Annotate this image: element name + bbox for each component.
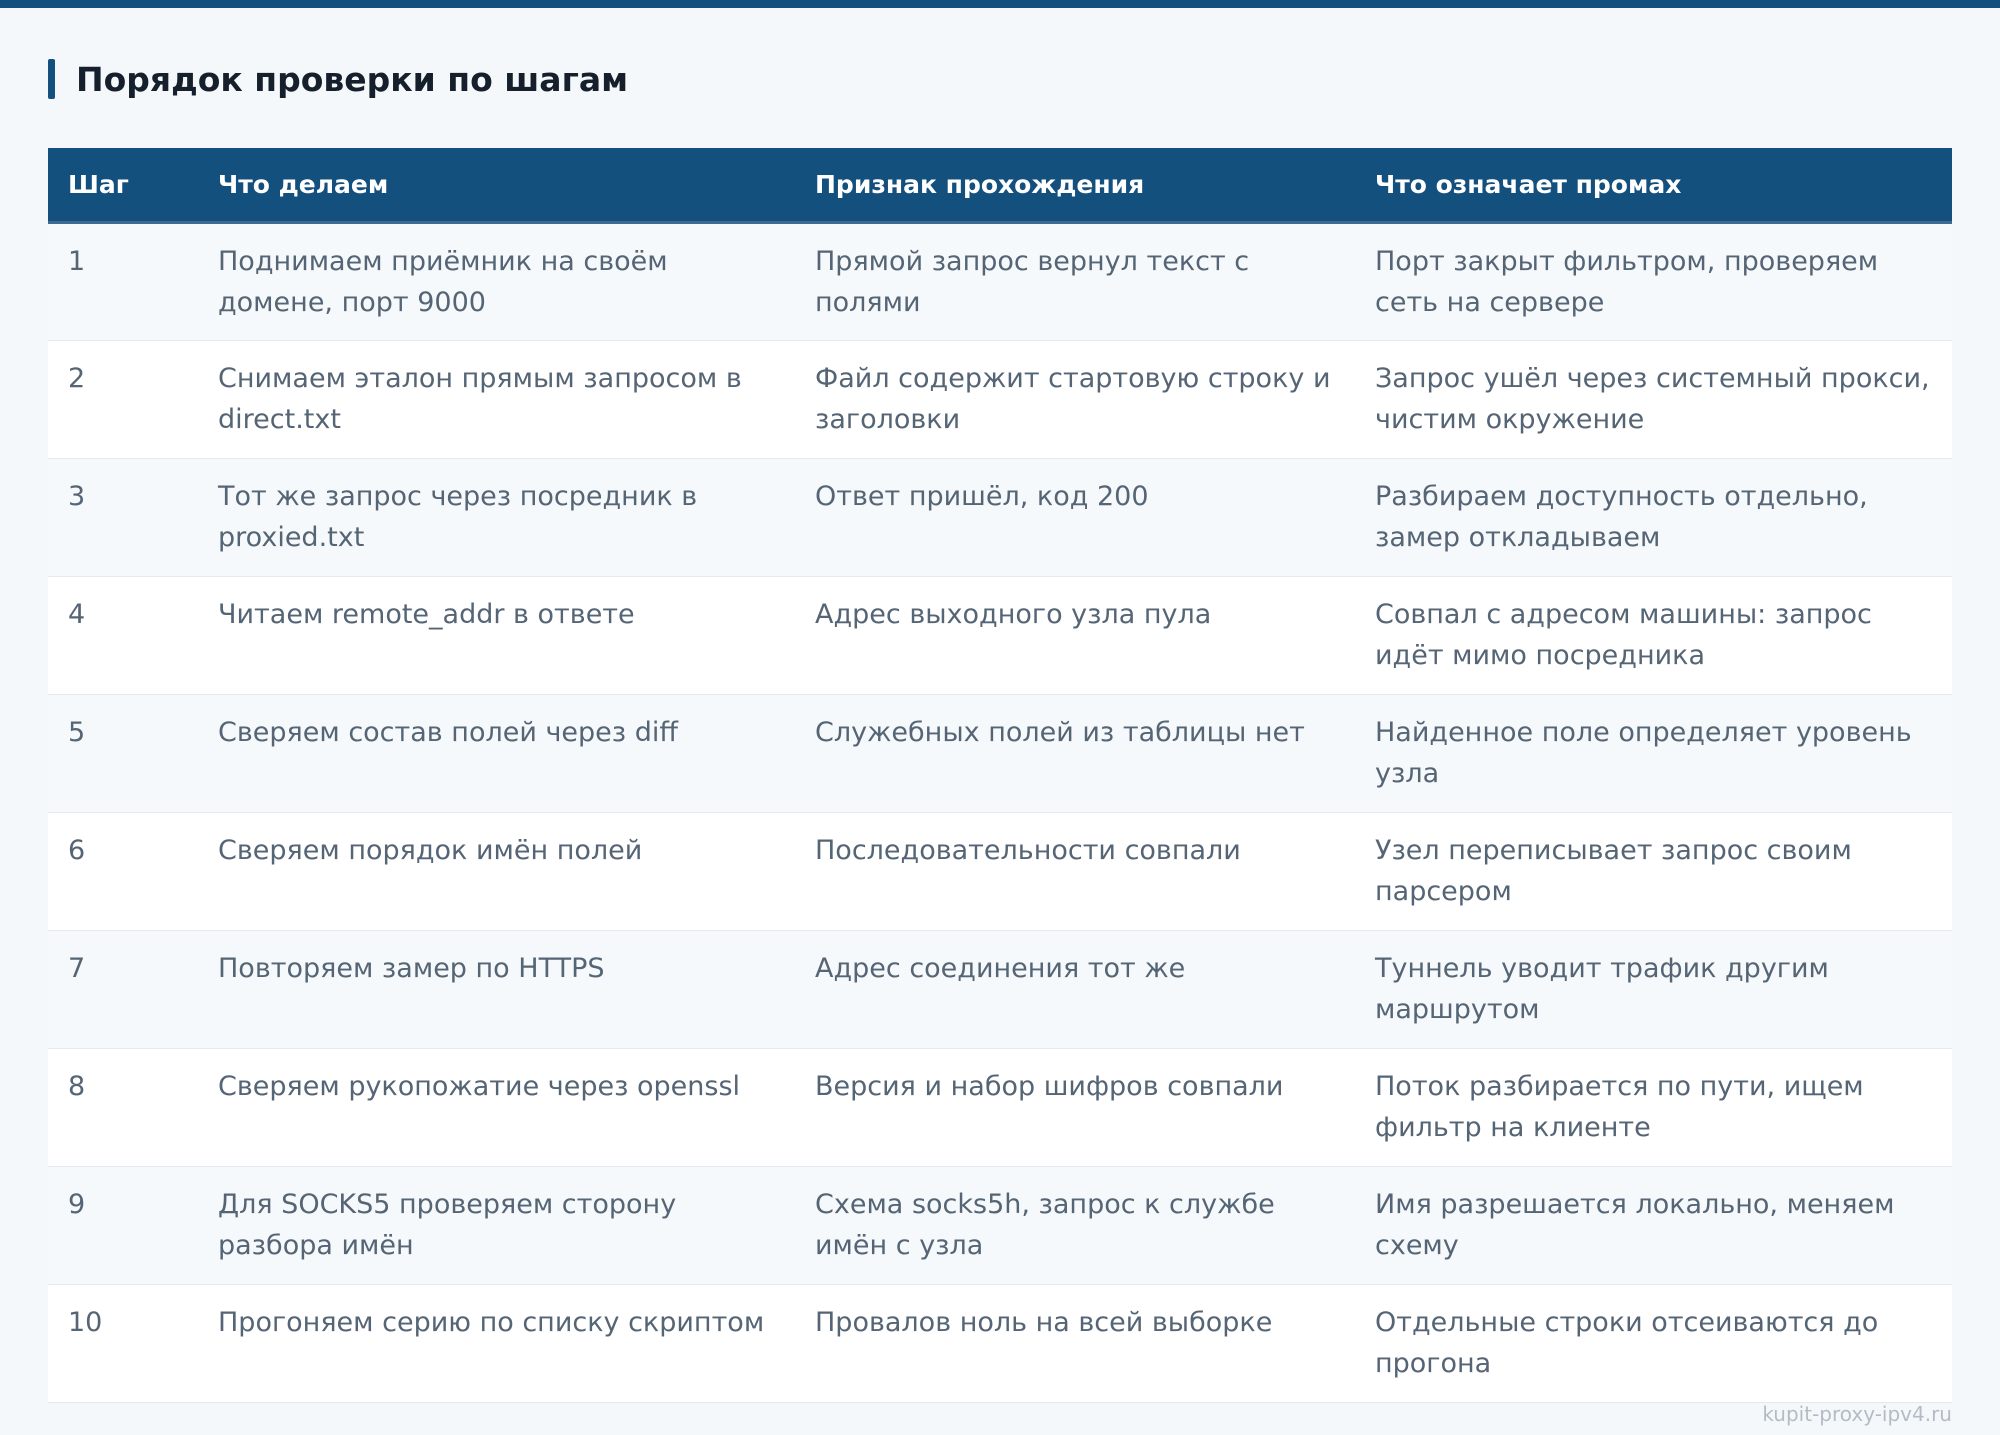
cell-pass: Схема socks5h, запрос к службе имён с узла: [815, 1188, 1275, 1261]
table-header-row: [48, 148, 1952, 222]
cell-miss: Туннель уводит трафик другим маршрутом: [1375, 952, 1829, 1025]
cell-pass: Служебных полей из таблицы нет: [815, 716, 1305, 748]
table-row: [48, 1048, 1952, 1166]
cell-action: Повторяем замер по HTTPS: [218, 952, 605, 984]
cell-pass: Адрес выходного узла пула: [815, 598, 1212, 630]
column-header-miss: Что означает промах: [1355, 148, 1952, 222]
heading-accent-bar: [48, 59, 55, 99]
table-row: [48, 340, 1952, 458]
table-row: [48, 694, 1952, 812]
table-row: [48, 930, 1952, 1048]
top-accent-bar: [0, 0, 2000, 8]
table-row: [48, 1166, 1952, 1284]
steps-table: [48, 148, 1952, 1403]
cell-step: 9: [68, 1188, 86, 1220]
cell-step: 3: [68, 480, 86, 512]
cell-miss: Запрос ушёл через системный прокси, чистим окружение: [1375, 362, 1930, 435]
cell-step: 7: [68, 952, 86, 984]
section-heading: [48, 58, 628, 100]
cell-miss: Разбираем доступность отдельно, замер откладываем: [1375, 480, 1868, 553]
cell-pass: Версия и набор шифров совпали: [815, 1070, 1284, 1102]
table-row: [48, 812, 1952, 930]
site-watermark: kupit-proxy-ipv4.ru: [1762, 1402, 1952, 1426]
column-header-action: Что делаем: [198, 148, 795, 222]
cell-action: Прогоняем серию по списку скриптом: [218, 1306, 765, 1338]
table-row: [48, 576, 1952, 694]
cell-miss: Найденное поле определяет уровень узла: [1375, 716, 1912, 789]
cell-action: Читаем remote_addr в ответе: [218, 598, 635, 630]
cell-step: 4: [68, 598, 86, 630]
cell-action: Тот же запрос через посредник в proxied.txt: [218, 480, 698, 553]
table-row: [48, 222, 1952, 340]
cell-step: 2: [68, 362, 86, 394]
column-header-pass: Признак прохождения: [795, 148, 1355, 222]
table-row: [48, 458, 1952, 576]
cell-pass: Ответ пришёл, код 200: [815, 480, 1149, 512]
cell-pass: Провалов ноль на всей выборке: [815, 1306, 1273, 1338]
cell-step: 5: [68, 716, 86, 748]
cell-action: Снимаем эталон прямым запросом в direct.txt: [218, 362, 742, 435]
cell-step: 1: [68, 245, 86, 277]
cell-action: Сверяем состав полей через diff: [218, 716, 678, 748]
cell-miss: Узел переписывает запрос своим парсером: [1375, 834, 1852, 907]
cell-action: Для SOCKS5 проверяем сторону разбора имён: [218, 1188, 677, 1261]
cell-pass: Адрес соединения тот же: [815, 952, 1186, 984]
cell-step: 10: [68, 1306, 103, 1338]
column-header-step: Шаг: [48, 148, 198, 222]
table-row: [48, 1284, 1952, 1402]
cell-action: Поднимаем приёмник на своём домене, порт 9000: [218, 245, 668, 318]
cell-pass: Файл содержит стартовую строку и заголовки: [815, 362, 1331, 435]
section-title: Порядок проверки по шагам: [76, 59, 629, 99]
cell-step: 6: [68, 834, 86, 866]
cell-miss: Отдельные строки отсеиваются до прогона: [1375, 1306, 1879, 1379]
cell-step: 8: [68, 1070, 86, 1102]
cell-miss: Порт закрыт фильтром, проверяем сеть на сервере: [1375, 245, 1879, 318]
cell-miss: Имя разрешается локально, меняем схему: [1375, 1188, 1895, 1261]
cell-action: Сверяем порядок имён полей: [218, 834, 643, 866]
cell-pass: Прямой запрос вернул текст с полями: [815, 245, 1250, 318]
cell-miss: Совпал с адресом машины: запрос идёт мимо посредника: [1375, 598, 1872, 671]
cell-pass: Последовательности совпали: [815, 834, 1241, 866]
cell-action: Сверяем рукопожатие через openssl: [218, 1070, 741, 1102]
cell-miss: Поток разбирается по пути, ищем фильтр на клиенте: [1375, 1070, 1864, 1143]
